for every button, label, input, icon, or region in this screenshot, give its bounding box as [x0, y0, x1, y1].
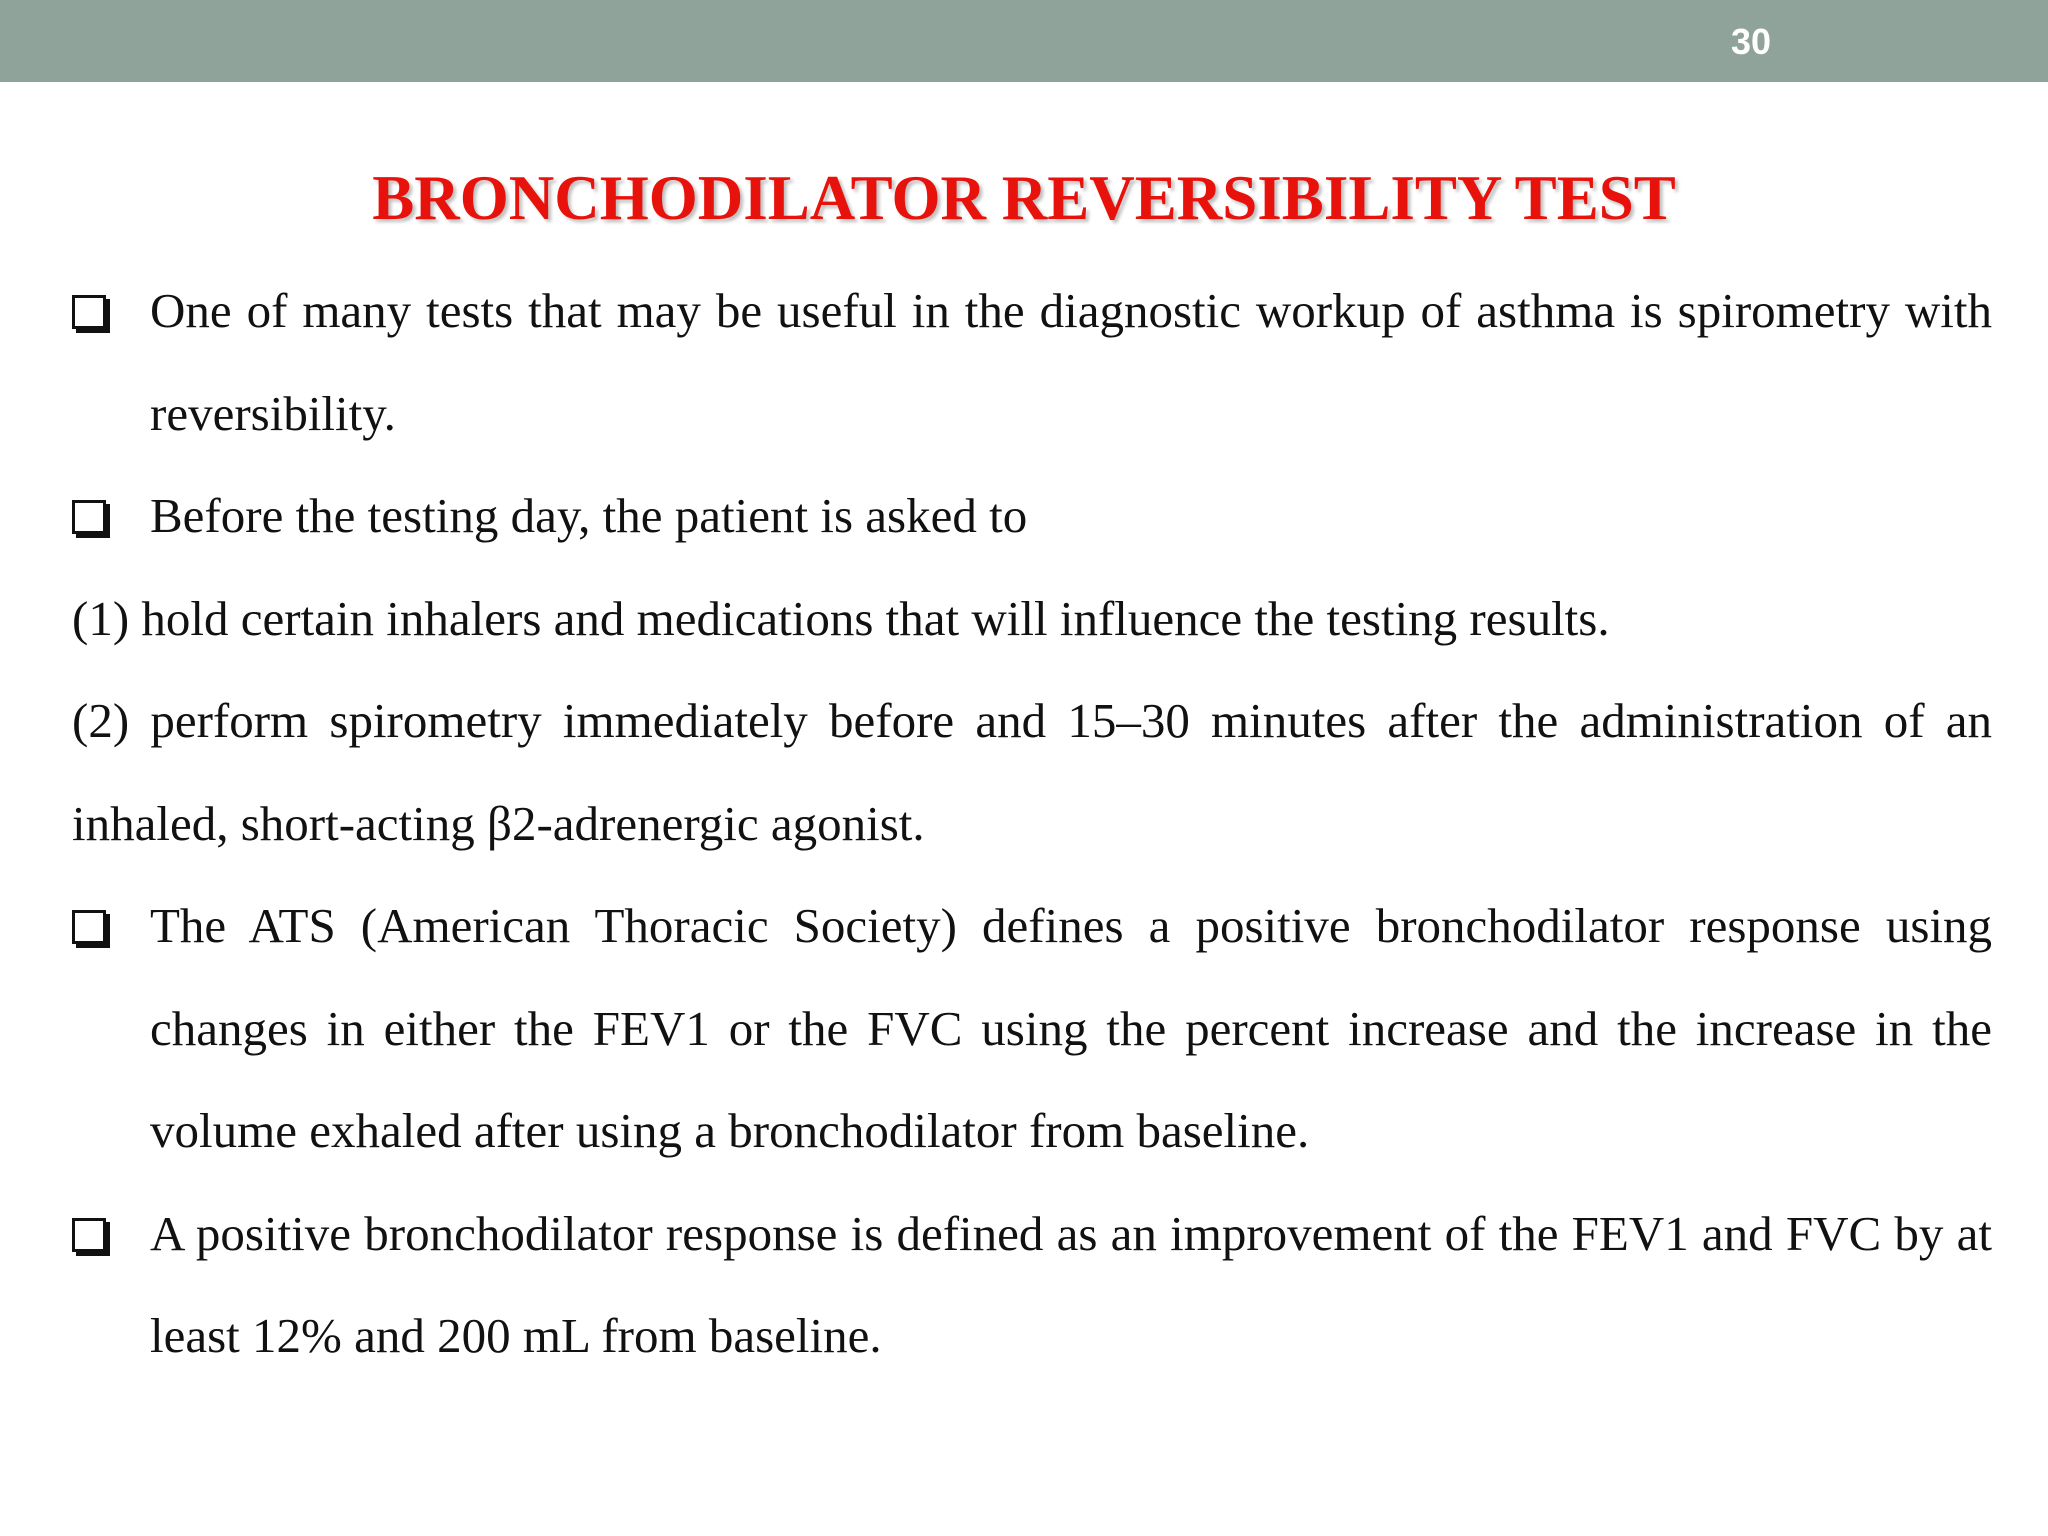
bullet-text: Before the testing day, the patient is asked to — [150, 488, 1028, 543]
numbered-item — [72, 568, 1992, 671]
slide-title: BRONCHODILATOR REVERSIBILITY TEST — [372, 163, 1676, 233]
header-bar — [0, 0, 2048, 82]
numbered-text: (1) hold certain inhalers and medications that will influence the testing results. — [72, 590, 1610, 646]
bullet-text: A positive bronchodilator response is defined as an improvement of the FEV1 and FVC by at least 12% and 200 mL from baseline. — [150, 1205, 1992, 1363]
checkbox-square-icon — [72, 500, 106, 534]
numbered-item — [72, 670, 1992, 875]
slide-number: 30 — [1730, 21, 1771, 62]
bullet-item — [72, 465, 1992, 568]
checkbox-square-icon — [72, 1218, 106, 1252]
bullet-text: The ATS (American Thoracic Society) defines a positive bronchodilator response using changes in either the FEV1 or the FVC using the percent increase and the increase in the volume exhaled after using a bronchodilator from baseline. — [150, 898, 1992, 1158]
bullet-item — [72, 875, 1992, 1183]
checkbox-square-icon — [72, 910, 106, 944]
checkbox-square-icon — [72, 295, 106, 329]
slide-body — [72, 260, 1992, 1388]
bullet-text: One of many tests that may be useful in the diagnostic workup of asthma is spirometry with reversibility. — [150, 283, 1992, 441]
bullet-item — [72, 1183, 1992, 1388]
numbered-text: (2) perform spirometry immediately before and 15–30 minutes after the administration of an inhaled, short-acting β2-adrenergic agonist. — [72, 693, 1992, 851]
bullet-item — [72, 260, 1992, 465]
